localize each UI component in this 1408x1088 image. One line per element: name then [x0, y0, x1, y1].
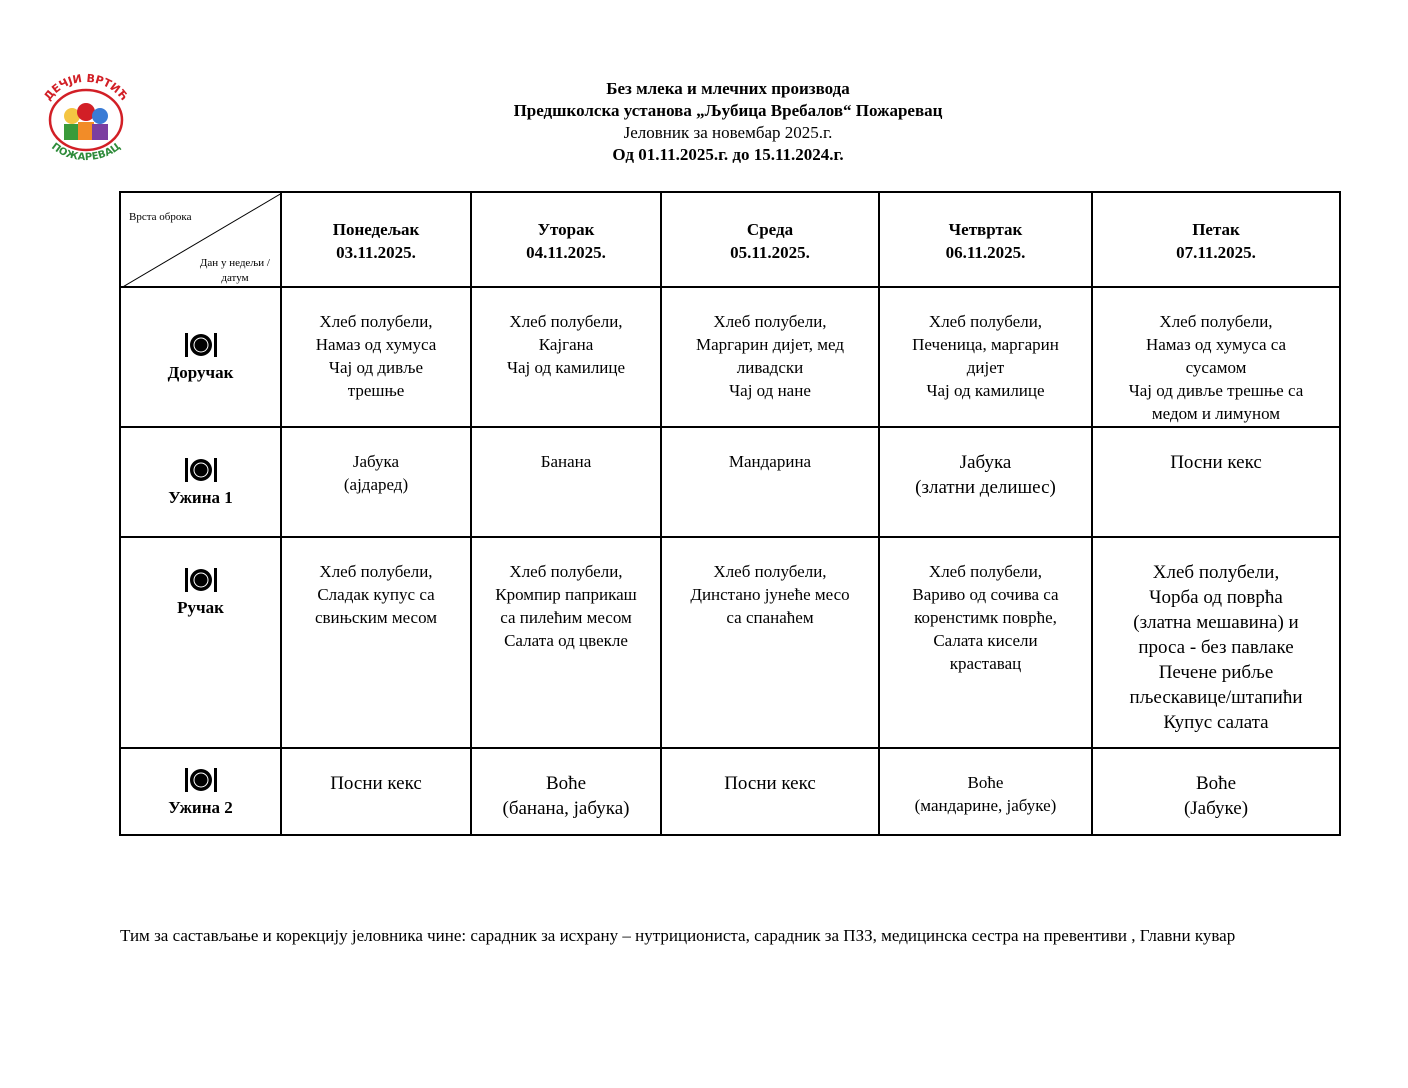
corner-bottom-label-2: датум	[221, 272, 249, 284]
day-name: Четвртак	[948, 220, 1023, 239]
menu-cell: Посни кекс	[281, 748, 471, 835]
plate-cutlery-icon	[183, 766, 219, 794]
corner-top-label: Врста оброка	[129, 211, 192, 223]
menu-cell: Воће (мандарине, јабуке)	[879, 748, 1092, 835]
menu-cell: Воће (Јабуке)	[1092, 748, 1340, 835]
day-date: 05.11.2025.	[730, 243, 810, 262]
meal-label-cell	[120, 427, 281, 537]
meal-name: Ужина 2	[168, 797, 233, 817]
table-row-snack-2	[120, 748, 1340, 835]
menu-cell: Хлеб полубели, Кромпир паприкаш са пилећим месом Салата од цвекле	[471, 537, 661, 748]
header-line-3: Јеловник за новембар 2025.г.	[623, 123, 833, 142]
document-header	[420, 78, 1036, 166]
corner-bottom-label-1: Дан у недељи /	[199, 257, 270, 269]
corner-cell	[120, 192, 281, 287]
menu-cell: Хлеб полубели, Намаз од хумуса са сусамом Чај од дивље трешње са медом и лимуном	[1092, 287, 1340, 427]
menu-cell: Хлеб полубели, Намаз од хумуса Чај од дивље трешње	[281, 287, 471, 427]
day-date: 07.11.2025.	[1176, 243, 1256, 262]
plate-cutlery-icon	[183, 456, 219, 484]
menu-cell: Хлеб полубели, Чорба од поврћа (златна мешавина) и проса - без павлаке Печене рибље пљескавице/штапићи Купус салата	[1092, 537, 1340, 748]
menu-cell: Хлеб полубели, Сладак купус са свињским месом	[281, 537, 471, 748]
day-date: 04.11.2025.	[526, 243, 606, 262]
day-date: 03.11.2025.	[336, 243, 416, 262]
day-name: Петак	[1192, 220, 1240, 239]
kindergarten-logo	[30, 72, 142, 162]
table-row-lunch	[120, 537, 1340, 748]
menu-cell: Јабука (ајдаред)	[281, 427, 471, 537]
meal-name: Доручак	[167, 363, 234, 382]
day-header	[281, 192, 471, 287]
logo-text-bottom: ПОЖАРЕВАЦ	[49, 141, 123, 162]
day-name: Среда	[746, 220, 794, 239]
table-header-row	[120, 192, 1340, 287]
day-name: Уторак	[537, 220, 595, 239]
menu-cell: Хлеб полубели, Динстано јунеће месо са спанаћем	[661, 537, 879, 748]
meal-label-cell	[120, 748, 281, 835]
footer-note: Тим за састављање и корекцију јеловника чине: сарадник за исхрану – нутрициониста, сарадник за ПЗЗ, медицинска сестра на превентиви , Главни кувар	[120, 926, 1236, 945]
menu-cell: Хлеб полубели, Печеница, маргарин дијет Чај од камилице	[879, 287, 1092, 427]
menu-cell: Јабука (златни делишес)	[879, 427, 1092, 537]
header-line-1: Без млека и млечних производа	[606, 79, 850, 98]
day-header	[661, 192, 879, 287]
day-name: Понедељак	[332, 220, 420, 239]
plate-cutlery-icon	[183, 566, 219, 594]
header-line-2: Предшколска установа „Љубица Вребалов“ Пожаревац	[513, 101, 943, 120]
meal-label-cell	[120, 287, 281, 427]
header-line-4: Од 01.11.2025.г. до 15.11.2024.г.	[612, 145, 844, 164]
plate-cutlery-icon	[183, 331, 219, 359]
menu-cell: Хлеб полубели, Вариво од сочива са коренстимк поврће, Салата кисели краставац	[879, 537, 1092, 748]
day-header	[471, 192, 661, 287]
menu-cell: Банана	[471, 427, 661, 537]
table-row-snack-1	[120, 427, 1340, 537]
menu-cell: Воће (банана, јабука)	[471, 748, 661, 835]
day-date: 06.11.2025.	[945, 243, 1026, 262]
menu-cell: Посни кекс	[661, 748, 879, 835]
menu-cell: Хлеб полубели, Кајгана Чај од камилице	[471, 287, 661, 427]
logo-text-top: ДЕЧЈИ ВРТИЋ	[41, 72, 131, 104]
menu-cell: Хлеб полубели, Маргарин дијет, мед ливадски Чај од нане	[661, 287, 879, 427]
meal-name: Ручак	[177, 598, 224, 617]
meal-label-cell	[120, 537, 281, 748]
corner-bottom-label	[200, 256, 270, 286]
menu-cell: Посни кекс	[1092, 427, 1340, 537]
table-row-breakfast	[120, 287, 1340, 427]
meal-name: Ужина 1	[168, 488, 233, 507]
menu-table	[119, 191, 1341, 836]
day-header	[1092, 192, 1340, 287]
day-header	[879, 192, 1092, 287]
menu-cell: Мандарина	[661, 427, 879, 537]
